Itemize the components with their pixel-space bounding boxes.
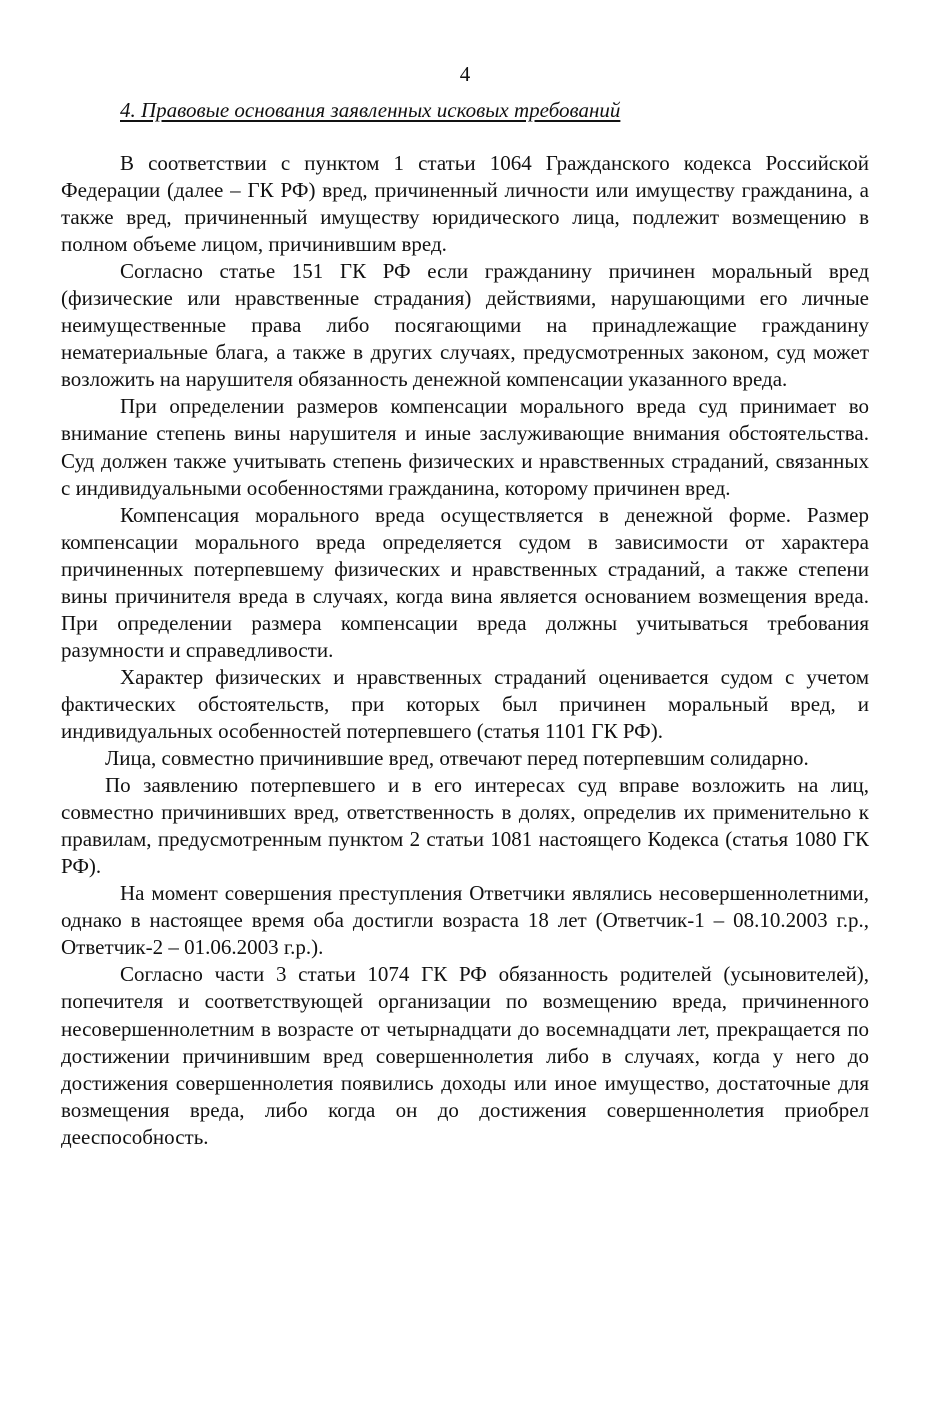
paragraph-article-1101: Характер физических и нравственных страданий оценивается судом с учетом фактических обстоятельств, при которых был причинен моральный вред, и индивидуальных особенностей потерпевшего (статья 1101 ГК РФ). [61, 664, 869, 743]
paragraph-compensation-size: При определении размеров компенсации морального вреда суд принимает во внимание степень вины нарушителя и иные заслуживающие внимания обстоятельства. Суд должен также учитывать степень физических и нравственных страданий, связанных с индивидуальными особенностями гражданина, которому причинен вред. [61, 394, 869, 500]
document-body [61, 150, 869, 1151]
paragraph-article-1080: По заявлению потерпевшего и в его интересах суд вправе возложить на лиц, совместно причинивших вред, ответственность в долях, определив их применительно к правилам, предусмотренным пунктом 2 статьи 1081 настоящего Кодекса (статья 1080 ГК РФ). [61, 773, 869, 879]
paragraph-compensation-form: Компенсация морального вреда осуществляется в денежной форме. Размер компенсации морального вреда определяется судом в зависимости от характера причиненных потерпевшему физических и нравственных страданий, а также степени вины причинителя вреда в случаях, когда вина является основанием возмещения вреда. При определении размера компенсации вреда должны учитываться требования разумности и справедливости. [61, 502, 869, 662]
paragraph-defendants-age: На момент совершения преступления Ответчики являлись несовершеннолетними, однако в настоящее время оба достигли возраста 18 лет (Ответчик-1 – 08.10.2003 г.р., Ответчик-2 – 01.06.2003 г.р.). [61, 881, 869, 960]
section-heading: 4. Правовые основания заявленных исковых требований [120, 98, 621, 122]
paragraph-article-1064: В соответствии с пунктом 1 статьи 1064 Гражданского кодекса Российской Федерации (далее – ГК РФ) вред, причиненный личности или имуществу гражданина, а также вред, причиненный имуществу юридического лица, подлежит возмещению в полном объеме лицом, причинившим вред. [61, 151, 869, 257]
paragraph-joint-liability: Лица, совместно причинившие вред, отвечают перед потерпевшим солидарно. [105, 746, 809, 771]
page-number: 4 [459, 62, 471, 86]
paragraph-article-1074: Согласно части 3 статьи 1074 ГК РФ обязанность родителей (усыновителей), попечителя и соответствующей организации по возмещению вреда, причиненного несовершеннолетним в возрасте от четырнадцати до восемнадцати лет, прекращается по достижении причинившим вред совершеннолетия либо в случаях, когда у него до достижения совершеннолетия появились доходы или иное имущество, достаточные для возмещения вреда, либо когда он до достижения совершеннолетия приобрел дееспособность. [61, 962, 869, 1149]
paragraph-article-151: Согласно статье 151 ГК РФ если гражданину причинен моральный вред (физические или нравственные страдания) действиями, нарушающими его личные неимущественные права либо посягающими на принадлежащие гражданину нематериальные блага, а также в других случаях, предусмотренных законом, суд может возложить на нарушителя обязанность денежной компенсации указанного вреда. [61, 259, 869, 392]
